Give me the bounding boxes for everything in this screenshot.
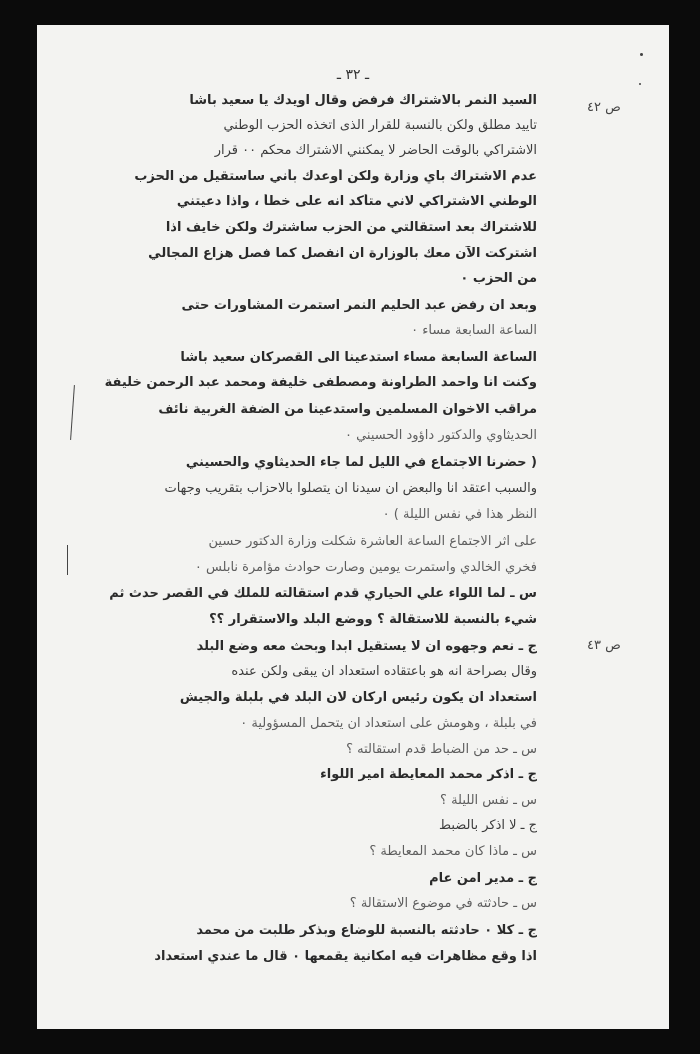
document-text-line: وكنت انا واحمد الطراونة ومصطفى خليفة ومحمد عبد الرحمن خليفة: [104, 375, 537, 390]
document-text-line: س ـ لما اللواء علي الحياري قدم استقالته للملك في القصر حدث ثم: [109, 586, 537, 601]
document-text-line: س ـ حادثته في موضوع الاستقالة ؟: [349, 896, 537, 911]
document-page: [37, 25, 669, 1029]
document-text-line: ج ـ مدير امن عام: [429, 871, 537, 886]
document-text-line: الاشتراكي بالوقت الحاضر لا يمكنني الاشتراك محكم ٠٠ قرار: [214, 143, 537, 158]
document-text-line: اذا وقع مظاهرات فيه امكانية يقمعها ٠ قال ما عندي استعداد: [154, 949, 537, 964]
document-text-line: وقال بصراحة انه هو باعتقاده استعداد ان يبقى ولكن عنده: [231, 664, 537, 679]
document-text-line: في بلبلة ، وهومش على استعداد ان يتحمل المسؤولية ٠: [240, 716, 537, 731]
document-text-line: س ـ نفس الليلة ؟: [440, 793, 537, 808]
document-text-line: اشتركت الآن معك بالوزارة ان انفصل كما فصل هزاع المجالي: [148, 246, 537, 261]
document-text-line: عدم الاشتراك باي وزارة ولكن أوعدك بأني ساستقيل من الحزب: [134, 169, 537, 184]
document-text-line: للاشتراك بعد استقالتي من الحزب ساشترك ولكن خايف اذا: [165, 220, 537, 235]
document-text-line: النظر هذا في نفس الليلة ) ٠: [382, 507, 537, 522]
document-text-line: س ـ حد من الضباط قدم استقالته ؟: [346, 742, 537, 757]
document-text-line: الوطني الاشتراكي لاني متأكد انه على خطأ ، واذا دعيتني: [176, 194, 537, 209]
document-text-line: الحديثاوي والدكتور داؤود الحسيني ٠: [344, 428, 537, 443]
document-text-line: الساعة السابعة مساء استدعينا الى القصركان سعيد باشا: [180, 350, 537, 365]
document-text-line: ج ـ لا اذكر بالضبط: [439, 818, 537, 833]
document-text-line: استعداد ان يكون رئيس اركان لان البلد في بلبلة والجيش: [179, 690, 537, 705]
margin-page-ref: ص ٤٢: [587, 100, 621, 115]
document-text-line: السيد النمر بالاشتراك فرفض وقال اويدك يا سعيد باشا: [189, 93, 537, 108]
document-text-line: ( حضرنا الاجتماع في الليل لما جاء الحديثاوي والحسيني: [185, 455, 537, 470]
document-text-line: وبعد ان رفض عبد الحليم النمر استمرت المشاورات حتى: [181, 298, 537, 313]
document-text-line: مراقب الاخوان المسلمين واستدعينا من الضفة الغربية نائف: [158, 402, 537, 417]
page-number: ـ ٣٢ ـ: [336, 67, 370, 83]
document-text-line: فخري الخالدي واستمرت يومين وصارت حوادث مؤامرة نابلس ٠: [194, 560, 537, 575]
document-text-line: شيء بالنسبة للاستقالة ؟ ووضع البلد والاستقرار ؟؟: [209, 612, 537, 627]
document-text-line: والسبب اعتقد انا والبعض ان سيدنا ان يتصلوا بالاحزاب بتقريب وجهات: [164, 481, 537, 496]
document-text-line: ج ـ نعم وجهوه ان لا يستقيل ابدا وبحث معه وضع البلد: [196, 639, 537, 654]
document-text-line: تاييد مطلق ولكن بالنسبة للقرار الذى اتخذه الحزب الوطني: [223, 118, 537, 133]
document-text-line: ج ـ اذكر محمد المعايطة امير اللواء: [320, 767, 537, 782]
document-text-line: على اثر الاجتماع الساعة العاشرة شكلت وزارة الدكتور حسين: [208, 534, 537, 549]
corner-dot: [639, 83, 641, 85]
margin-page-ref: ص ٤٣: [587, 638, 621, 653]
document-text-line: من الحزب ٠: [460, 271, 537, 286]
document-text-line: ج ـ كلا ٠ حادثته بالنسبة للوضاع وبذكر طلبت من محمد: [196, 923, 537, 938]
corner-dot: [640, 53, 643, 56]
document-text-line: س ـ ماذا كان محمد المعايطة ؟: [369, 844, 537, 859]
margin-mark: [67, 545, 68, 575]
document-text-line: الساعة السابعة مساء ٠: [411, 323, 537, 338]
